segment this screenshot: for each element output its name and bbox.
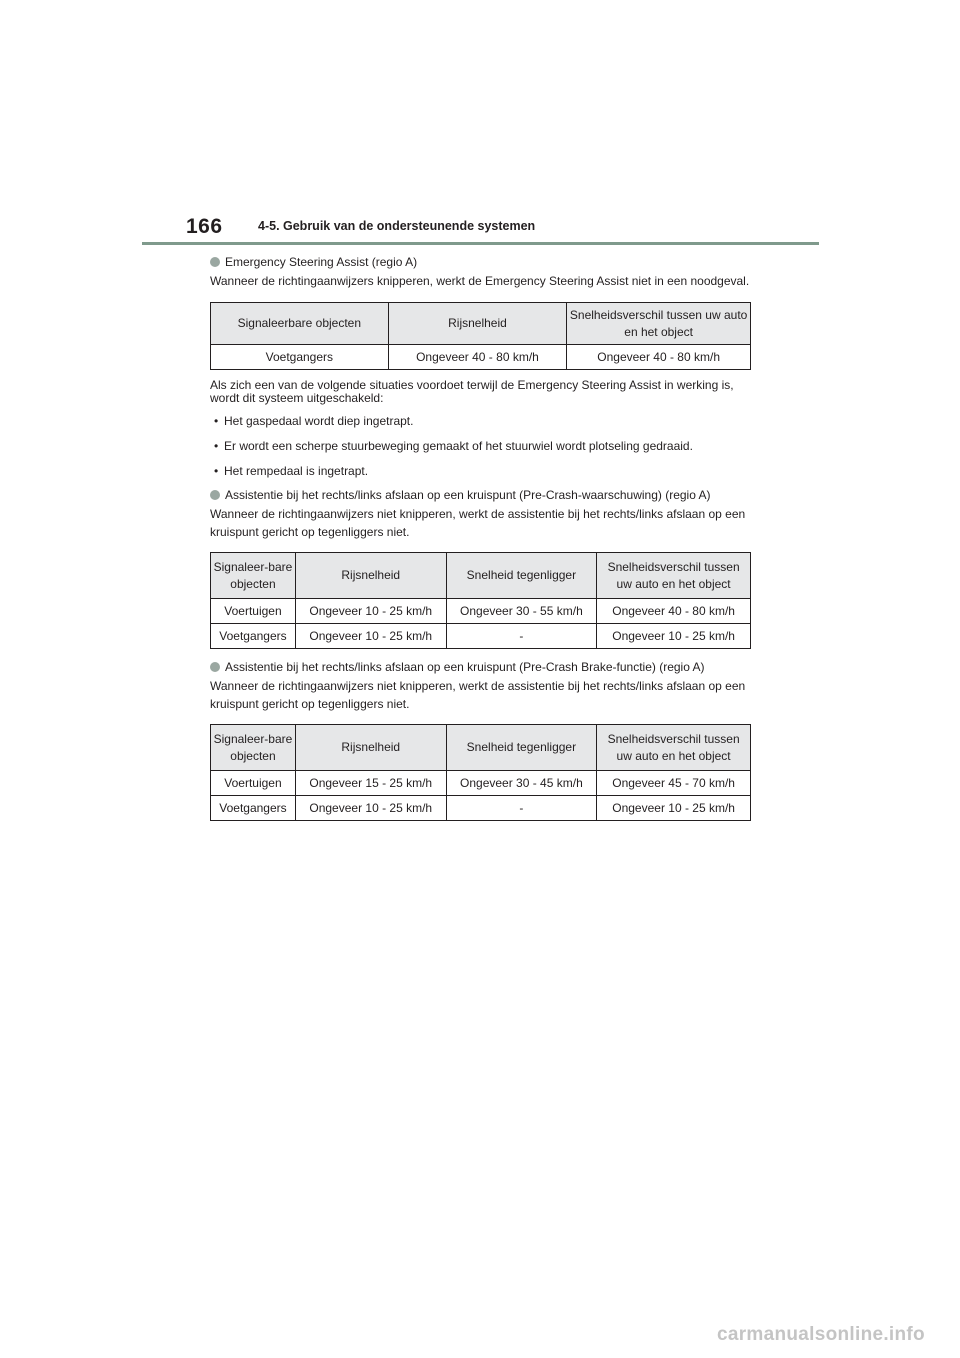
table-emergency-steering — [210, 302, 751, 370]
table-header-cell: Snelheidsverschil tussen uw auto en het object — [597, 725, 751, 771]
header-rule — [142, 242, 819, 245]
table-header-cell: Signaleerbare objecten — [211, 303, 389, 345]
table-cell: Ongeveer 10 - 25 km/h — [295, 796, 446, 821]
list-item: • Het gaspedaal wordt diep ingetrapt. — [214, 414, 414, 428]
table-header-cell: Snelheidsverschil tussen uw auto en het object — [567, 303, 751, 345]
watermark: carmanualsonline.info — [717, 1324, 925, 1345]
table-cell: - — [446, 624, 597, 649]
bullet-dot-icon — [210, 662, 220, 672]
table-header-cell: Rijsnelheid — [295, 725, 446, 771]
table-cell: Ongeveer 10 - 25 km/h — [295, 599, 446, 624]
table-cell: Voetgangers — [211, 624, 296, 649]
paragraph: Wanneer de richtingaanwijzers niet knipperen, werkt de assistentie bij het rechts/links afslaan op een kruispunt gericht op tegenliggers niet. — [210, 679, 746, 711]
section-title: 4-5. Gebruik van de ondersteunende systemen — [258, 219, 536, 233]
table-header-row — [211, 553, 751, 599]
table-row — [211, 771, 751, 796]
heading-pre-crash-warning: Assistentie bij het rechts/links afslaan op een kruispunt (Pre-Crash-waarschuwing) (regio A) — [225, 488, 711, 502]
list-item: • Er wordt een scherpe stuurbeweging gemaakt of het stuurwiel wordt plotseling gedraaid. — [214, 439, 693, 453]
table-header-cell: Signaleer-bare objecten — [211, 725, 296, 771]
table-cell: Voertuigen — [211, 771, 296, 796]
heading-emergency-steering-assist: Emergency Steering Assist (regio A) — [225, 255, 418, 269]
table-cell: - — [446, 796, 597, 821]
table-cell: Ongeveer 40 - 80 km/h — [567, 345, 751, 370]
table-cell: Voetgangers — [211, 796, 296, 821]
table-cell: Ongeveer 30 - 45 km/h — [446, 771, 597, 796]
table-header-cell: Snelheidsverschil tussen uw auto en het object — [597, 553, 751, 599]
list-item-text: Het gaspedaal wordt diep ingetrapt. — [224, 414, 414, 428]
table-cell: Ongeveer 10 - 25 km/h — [597, 624, 751, 649]
paragraph: Wanneer de richtingaanwijzers knipperen, werkt de Emergency Steering Assist niet in een noodgeval. — [210, 274, 750, 288]
table-cell: Ongeveer 30 - 55 km/h — [446, 599, 597, 624]
bullet-dot-icon — [210, 257, 220, 267]
table-cell: Ongeveer 15 - 25 km/h — [295, 771, 446, 796]
table-row — [211, 345, 751, 370]
table-cell: Voertuigen — [211, 599, 296, 624]
bullet-heading — [210, 658, 752, 676]
page-content — [210, 253, 752, 821]
table-header-row — [211, 303, 751, 345]
disable-intro: Als zich een van de volgende situaties voordoet terwijl de Emergency Steering Assist in werking is, wordt dit systeem uitgeschakeld: — [210, 378, 734, 405]
table-cell: Ongeveer 10 - 25 km/h — [597, 796, 751, 821]
table-cell: Ongeveer 45 - 70 km/h — [597, 771, 751, 796]
table-pre-crash-warning — [210, 552, 751, 649]
bullet-heading — [210, 253, 752, 271]
list-item-text: Het rempedaal is ingetrapt. — [224, 464, 369, 478]
table-row — [211, 624, 751, 649]
table-header-cell: Signaleer-bare objecten — [211, 553, 296, 599]
table-header-cell: Rijsnelheid — [295, 553, 446, 599]
table-pre-crash-brake — [210, 724, 751, 821]
bullet-heading — [210, 486, 752, 504]
table-cell: Ongeveer 40 - 80 km/h — [597, 599, 751, 624]
list-item-text: Er wordt een scherpe stuurbeweging gemaakt of het stuurwiel wordt plotseling gedraaid. — [224, 439, 693, 453]
table-row — [211, 796, 751, 821]
table-header-cell: Rijsnelheid — [388, 303, 567, 345]
table-header-cell: Snelheid tegenligger — [446, 725, 597, 771]
table-cell: Voetgangers — [211, 345, 389, 370]
page-number: 166 — [186, 215, 223, 238]
list-item: • Het rempedaal is ingetrapt. — [214, 464, 369, 478]
heading-pre-crash-brake: Assistentie bij het rechts/links afslaan op een kruispunt (Pre-Crash Brake-functie) (regio A) — [225, 660, 705, 674]
paragraph: Wanneer de richtingaanwijzers niet knipperen, werkt de assistentie bij het rechts/links afslaan op een kruispunt gericht op tegenliggers niet. — [210, 507, 746, 539]
table-header-row — [211, 725, 751, 771]
table-cell: Ongeveer 10 - 25 km/h — [295, 624, 446, 649]
table-header-cell: Snelheid tegenligger — [446, 553, 597, 599]
bullet-dot-icon — [210, 490, 220, 500]
table-row — [211, 599, 751, 624]
table-cell: Ongeveer 40 - 80 km/h — [388, 345, 567, 370]
